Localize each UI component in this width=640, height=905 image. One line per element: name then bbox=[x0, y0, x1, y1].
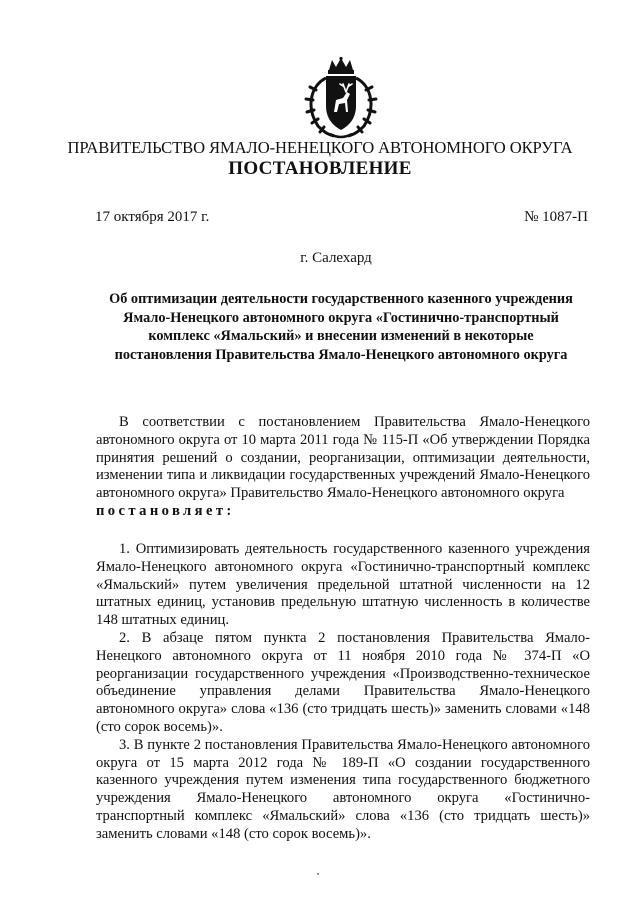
resolution-item-3: 3. В пункте 2 постановления Правительства Ямало-Ненецкого автономного округа от 15 марта 2012 года № 189-П «О создании государственного казенного учреждения путем изменения типа государственного бюджетного учреждения Ямало-Ненецкого автономного округа «Гостинично-транспортный комплекс «Ямальский» слова «136 (сто тридцать шесть)» заменить словами «148 (сто сорок восемь)». bbox=[96, 736, 590, 842]
preamble-text: В соответствии с постановлением Правительства Ямало-Ненецкого автономного округа от 10 марта 2011 года № 115-П «Об утверждении Порядка принятия решений о создании, реорганизации, оптимизации деятельности, изменении типа и ликвидации государственных учреждений Ямало-Ненецкого автономного округа» Правительство Ямало-Ненецкого автономного округа bbox=[96, 414, 590, 502]
resolution-item-1: 1. Оптимизировать деятельность государственного казенного учреждения Ямало-Ненецкого автономного округа «Гостинично-транспортный комплекс «Ямальский» путем увеличения предельной штатной численности на 12 штатных единиц, установив предельную штатную численность в количестве 148 штатных единиц. bbox=[96, 541, 590, 629]
decree-word: постановляет: bbox=[96, 502, 235, 519]
resolution-items bbox=[96, 541, 590, 844]
page-mark bbox=[317, 873, 319, 875]
preamble bbox=[96, 414, 590, 521]
resolution-item-2: 2. В абзаце пятом пункта 2 постановления Правительства Ямало-Ненецкого автономного округа от 11 ноября 2010 года № 374-П «О реорганизации государственного учреждения «Производственно-техническое объединение управления делами Правительства Ямало-Ненецкого автономного округа» слова «136 (сто тридцать шесть)» заменить словами «148 (сто сорок восемь)». bbox=[96, 629, 590, 735]
document-type: ПОСТАНОВЛЕНИЕ bbox=[228, 158, 412, 179]
yamal-nenets-coat-of-arms-icon bbox=[296, 56, 386, 140]
document-number: № 1087-П bbox=[524, 209, 588, 225]
government-title: ПРАВИТЕЛЬСТВО ЯМАЛО-НЕНЕЦКОГО АВТОНОМНОГО ОКРУГА bbox=[67, 138, 573, 157]
document-date: 17 октября 2017 г. bbox=[95, 209, 210, 225]
document-subject: Об оптимизации деятельности государственного казенного учреждения Ямало-Ненецкого автономного округа «Гостинично-транспортный комплекс «Ямальский» и внесении изменений в некоторые постановления Правительства Ямало-Ненецкого автономного округа bbox=[109, 291, 573, 363]
document-city: г. Салехард bbox=[300, 250, 372, 266]
